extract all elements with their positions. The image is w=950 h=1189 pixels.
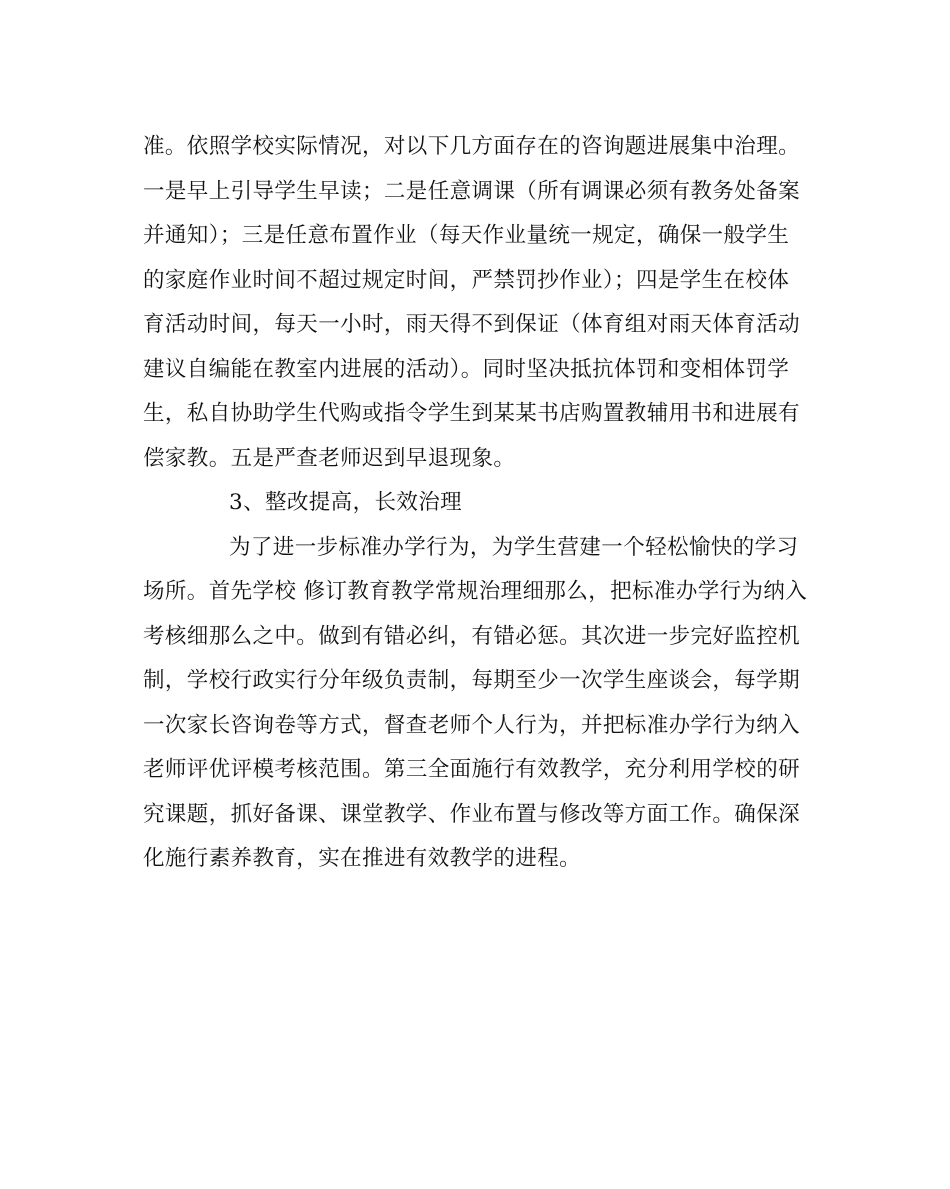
text-line: 准。依照学校实际情况，对以下几方面存在的咨询题进展集中治理。 [143,134,801,159]
text-line: 究课题，抓好备课、课堂教学、作业布置与修改等方面工作。确保深 [143,801,801,827]
text-line: 育活动时间，每天一小时，雨天得不到保证（体育组对雨天体育活动 [143,312,801,337]
text-line: 制，学校行政实行分年级负责制，每期至少一次学生座谈会，每学期 [143,668,801,693]
text-line: 一次家长咨询卷等方式，督查老师个人行为，并把标准办学行为纳入 [143,712,801,738]
section-heading-text: 3、整改提高，长效治理 [229,490,463,515]
text-line: 的家庭作业时间不超过规定时间，严禁罚抄作业）；四是学生在校体 [143,267,790,293]
text-line: 考核细那么之中。做到有错必纠，有错必惩。其次进一步完好监控机 [143,623,801,649]
text-line: 化施行素养教育，实在推进有效教学的进程。 [143,846,582,871]
document-body [143,125,813,882]
paragraph-governance-items [143,125,813,481]
paragraph-rectification [143,526,813,882]
section-heading [143,481,813,526]
text-line: 场所。首先学校 修订教育教学常规治理细那么，把标准办学行为纳入 [143,579,808,604]
text-line: 偿家教。五是严查老师迟到早退现象。 [143,445,516,471]
text-line: 并通知）；三是任意布置作业（每天作业量统一规定，确保一般学生 [143,223,790,248]
text-line: 老师评优评模考核范围。第三全面施行有效教学，充分利用学校的研 [143,757,801,782]
text-line: 建议自编能在教室内进展的活动）。同时坚决抵抗体罚和变相体罚学 [143,356,790,382]
text-line: 为了进一步标准办学行为，为学生营建一个轻松愉快的学习 [229,534,799,560]
text-line: 生，私自协助学生代购或指令学生到某某书店购置教辅用书和进展有 [143,401,801,426]
text-line: 一是早上引导学生早读；二是任意调课（所有调课必须有教务处备案 [143,178,801,204]
